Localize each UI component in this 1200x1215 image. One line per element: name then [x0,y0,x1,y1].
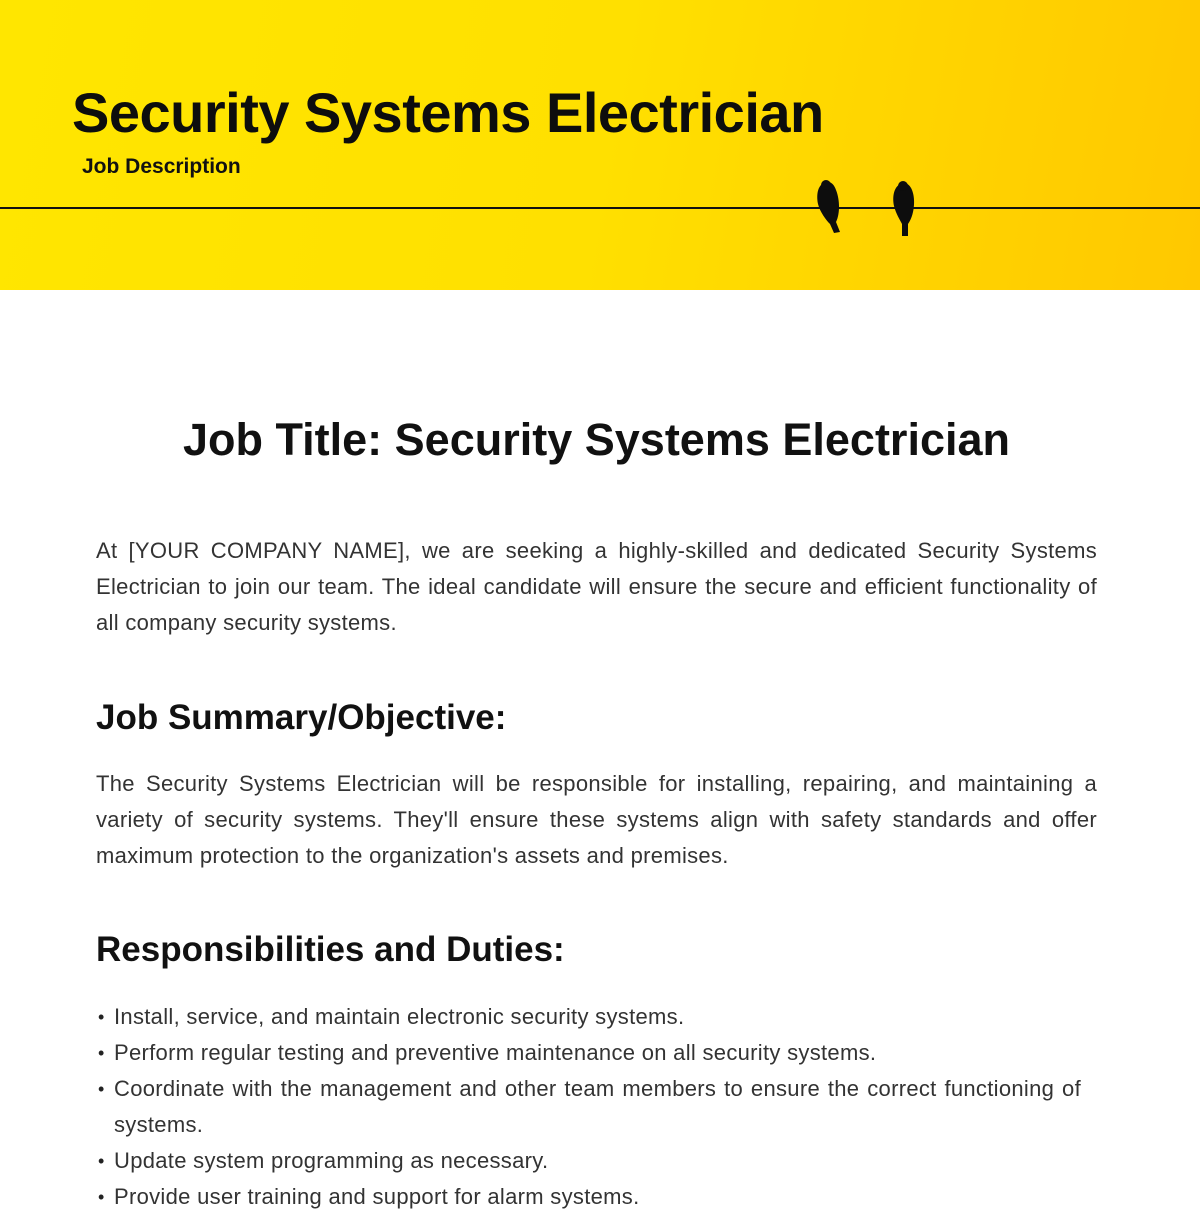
list-item: • Update system programming as necessary. [96,1143,1081,1179]
intro-paragraph: At [YOUR COMPANY NAME], we are seeking a highly-skilled and dedicated Security Systems Electrician to join our team. The ideal candidate will ensure the secure and efficient functionality of all company security systems. [96,538,1097,635]
birds-on-wire-icon [0,170,1200,250]
document-subtitle: Job Description [82,155,241,178]
responsibilities-list [96,999,1081,1215]
bird-right-icon [893,181,914,236]
summary-paragraph: The Security Systems Electrician will be responsible for installing, repairing, and maintaining a variety of security systems. They'll ensure these systems align with safety standards and offer maximum protection to the organization's assets and premises. [96,771,1097,868]
list-item: • Install, service, and maintain electronic security systems. [96,999,1081,1035]
job-title-heading: Job Title: Security Systems Electrician [182,414,1010,465]
list-item: • Coordinate with the management and other team members to ensure the correct functioning of systems. [96,1071,1081,1143]
bullet-icon: • [98,1079,105,1099]
document-title: Security Systems Electrician [72,81,824,144]
bullet-icon: • [98,1043,105,1063]
bullet-icon: • [98,1187,105,1207]
responsibilities-heading: Responsibilities and Duties: [96,930,565,969]
list-item: • Perform regular testing and preventive maintenance on all security systems. [96,1035,1081,1071]
bullet-icon: • [98,1151,105,1171]
bird-left-icon [817,180,840,233]
bullet-icon: • [98,1007,105,1027]
header-banner [0,0,1200,290]
list-item: • Provide user training and support for alarm systems. [96,1179,1081,1215]
summary-heading: Job Summary/Objective: [96,698,507,737]
